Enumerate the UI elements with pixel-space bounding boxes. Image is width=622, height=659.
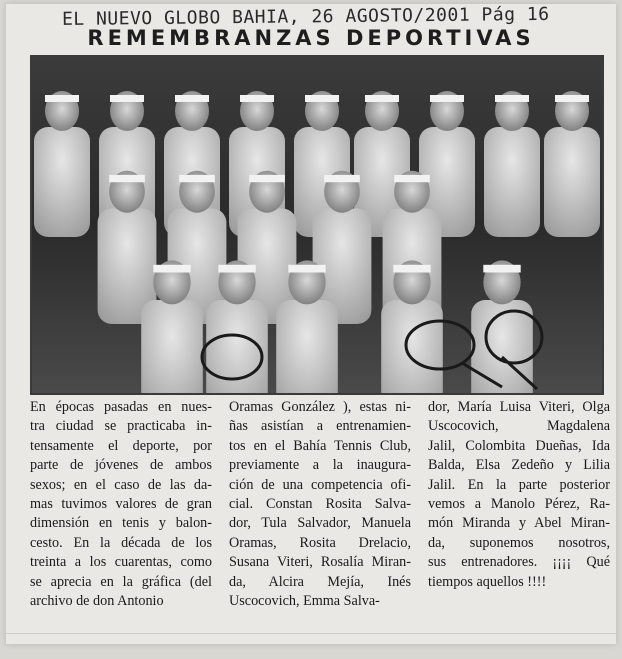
headband	[249, 175, 285, 182]
headband	[495, 95, 529, 102]
player-figure	[141, 300, 203, 393]
headband	[393, 265, 430, 273]
headband	[110, 95, 144, 102]
article-line: món Miranda y Abel Miran-	[428, 515, 610, 532]
article-line: archivo de don Antonio	[30, 593, 164, 610]
handwritten-source-note: EL NUEVO GLOBO BAHIA, 26 AGOSTO/2001 Pág 16	[61, 3, 550, 30]
article-line: sus entrenadores. ¡¡¡¡ Qué	[428, 554, 610, 571]
article-line: previamente a la inaugura-	[229, 457, 411, 474]
article-line: Uscocovich, Magdalena	[428, 418, 610, 435]
article-line: En épocas pasadas en nues-	[30, 399, 212, 415]
article-line: tensamente el deporte, por	[30, 437, 212, 454]
headband	[430, 95, 464, 102]
article-line: sexos; en el caso de las da-	[30, 476, 212, 493]
article-line: Uscocovich, Emma Salva-	[229, 593, 380, 610]
article-headline: REMEMBRANZAS DEPORTIVAS	[87, 26, 535, 50]
article-line: parte de jóvenes de ambos	[30, 457, 212, 474]
article-line: cesto. En la década de los	[30, 534, 212, 551]
article-line: treinta a los cuarentas, como	[30, 554, 212, 571]
headband	[218, 265, 255, 273]
headband	[365, 95, 399, 102]
article-line: se aprecia en la gráfica (del	[30, 573, 212, 590]
article-line: Oramas, Rosita Drelacio,	[229, 534, 411, 551]
article-column-1	[30, 398, 212, 611]
player-figure	[381, 300, 443, 393]
bottom-rule	[6, 633, 616, 634]
headband	[175, 95, 209, 102]
article-line: tiempos aquellos !!!!	[428, 573, 547, 590]
headband	[394, 175, 430, 182]
headband	[555, 95, 589, 102]
headband	[179, 175, 215, 182]
article-line: ción de una competencia ofi-	[229, 476, 411, 493]
article-line: dimensión en tenis y balon-	[30, 515, 212, 532]
article-column-3	[428, 398, 610, 592]
article-line: Susana Viteri, Rosalía Miran-	[229, 554, 411, 571]
player-figure	[484, 127, 540, 237]
article-line: da, Alcira Mejía, Inés	[229, 573, 411, 590]
headband	[324, 175, 360, 182]
article-line: Balda, Elsa Zedeño y Lilia	[428, 457, 610, 474]
player-figure	[276, 300, 338, 393]
team-photo-image	[32, 57, 602, 393]
article-line: tos en el Bahía Tennis Club,	[229, 437, 411, 454]
headband	[153, 265, 190, 273]
article-line: cial. Constan Rosita Salva-	[229, 496, 411, 513]
headband	[483, 265, 520, 273]
article-line: ñas asistían a entrenamien-	[229, 418, 411, 435]
article-line: Jalil, Colombita Dueñas, Ida	[428, 437, 610, 454]
article-line: Oramas González ), estas ni-	[229, 399, 411, 415]
player-figure	[34, 127, 90, 237]
headband	[45, 95, 79, 102]
article-line: da, suponemos nosotros,	[428, 534, 610, 551]
article-line: dor, Tula Salvador, Manuela	[229, 515, 411, 532]
player-figure	[544, 127, 600, 237]
headband	[288, 265, 325, 273]
article-body	[30, 398, 610, 610]
article-line: Jalil. En la parte posterior	[428, 476, 610, 493]
article-line: dor, María Luisa Viteri, Olga	[428, 399, 610, 415]
article-line: tra ciudad se practicaba in-	[30, 418, 212, 435]
team-photo	[30, 55, 604, 395]
headband	[240, 95, 274, 102]
article-column-2	[229, 398, 411, 611]
article-line: vemos a Manolo Pérez, Ra-	[428, 496, 610, 513]
headband	[109, 175, 145, 182]
headband	[305, 95, 339, 102]
article-line: mas tuvimos valores de gran	[30, 496, 212, 513]
